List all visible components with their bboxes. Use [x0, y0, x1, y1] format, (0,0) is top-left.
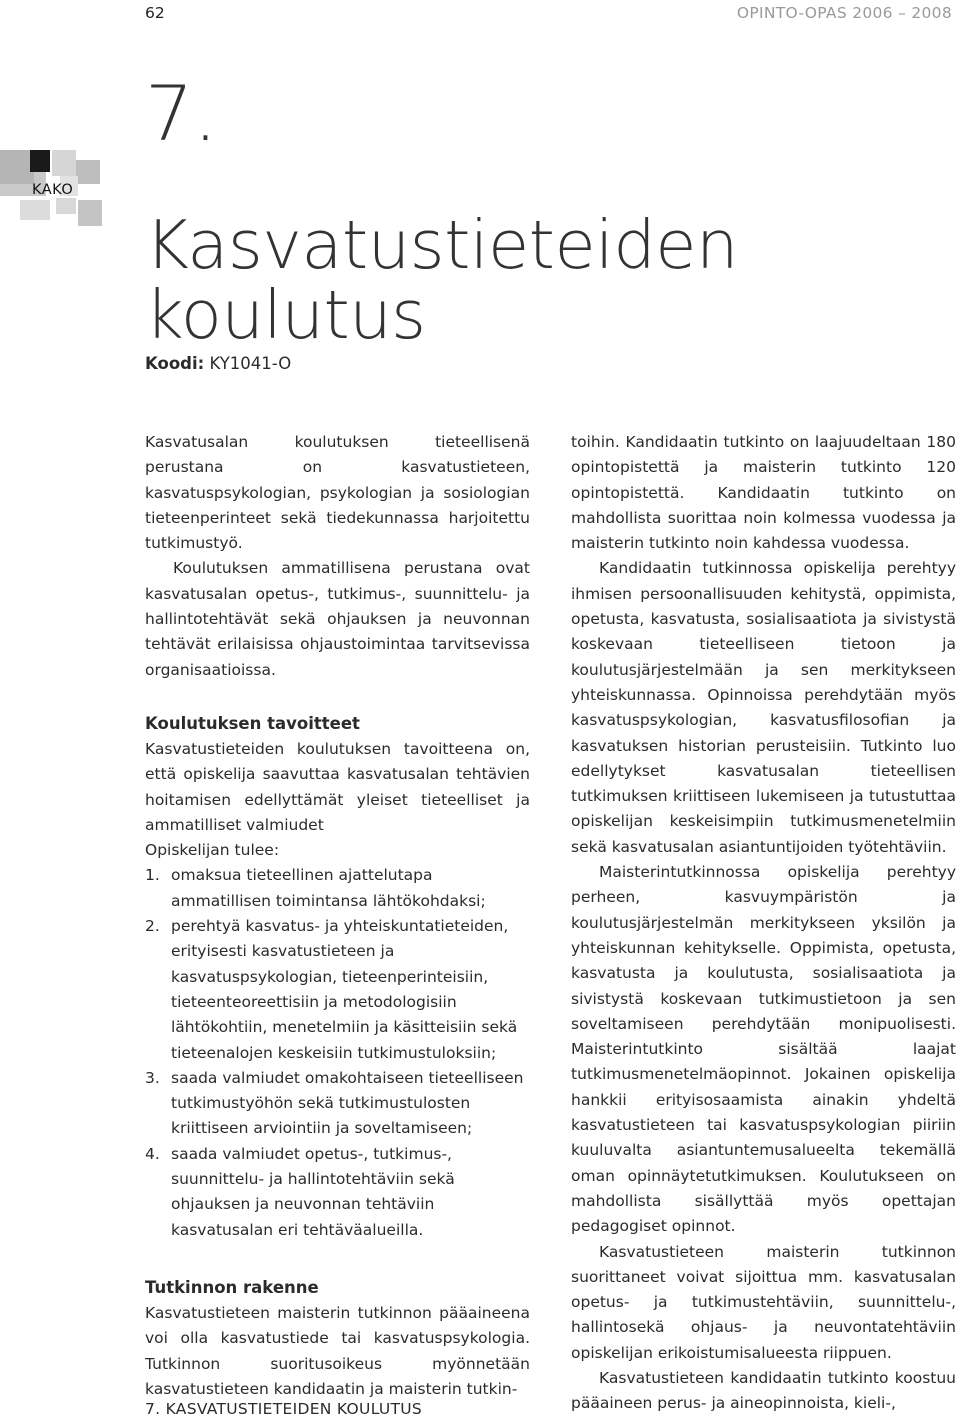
career-paragraph: Kasvatustieteen maisterin tutkinnon suorittaneet voivat sijoittua mm. kasvatusalan opetus- ja tutkimustehtäviin, suunnittelu-, hallintosekä ohjaus- ja neuvontatehtäviin opiskelijan erikoistumisalueesta riippuen.	[571, 1242, 956, 1362]
list-item-number: 2.	[145, 917, 160, 936]
student-label: Opiskelijan tulee:	[145, 841, 280, 860]
degree-scope-paragraph: toihin. Kandidaatin tutkinto on laajuudeltaan 180 opintopistettä ja maisterin tutkinto 120 opintopistettä. Kandidaatin tutkinto on mahdollista suorittaa noin kolmessa vuodessa ja maisterin tutkinto noin kahdessa vuodessa.	[571, 433, 956, 553]
list-item-text: saada valmiudet opetus-, tutkimus-, suunnittelu- ja hallintotehtäviin sekä ohjauksen ja neuvonnan tehtäviin kasvatusalan eri tehtäväalueilla.	[171, 1144, 455, 1239]
list-item-number: 4.	[145, 1144, 160, 1163]
master-content-paragraph: Maisterintutkinnossa opiskelija perehtyy perheen, kasvuympäristön ja koulutusjärjestelmän merkitykseen yksilön ja yhteiskunnan kehitykselle. Oppimista, opetusta, kasvatusta ja koulutusta, sosialisaatiota ja sivistystä koskevaan tutkimustietoon ja sen soveltamiseen perehdytään monipuolisesti. Maisterintutkinto sisältää laajat tutkimusmenetelmäopinnot. Jokainen opiskelija hankkii erityisosaamista ainakin yhdeltä kasvatustieteen tai kasvatuspsykologian piiriin kuuluvalta asiantuntemusalueelta tekemällä oman opinnäytetutkimuksen. Koulutukseen on mahdollista sisällyttää myös opettajan pedagogiset opinnot.	[571, 863, 956, 1236]
professional-basis-paragraph: Koulutuksen ammatillisena perustana ovat kasvatusalan opetus-, tutkimus-, suunnittelu- ja hallintotehtävät sekä ohjauksen ja neuvonnan tehtävät erilaisissa ohjaustoimintaa tarvitsevissa organisaatioissa.	[145, 559, 530, 679]
right-column	[571, 430, 956, 1417]
goals-heading: Koulutuksen tavoitteet	[145, 713, 360, 733]
list-item-number: 3.	[145, 1068, 160, 1087]
program-code	[145, 354, 291, 374]
chapter-title-line-2: koulutus	[145, 276, 426, 354]
chapter-title-line-1: Kasvatustieteiden	[145, 206, 738, 284]
program-code-value: KY1041-O	[209, 354, 292, 373]
page-footer: 7. KASVATUSTIETEIDEN KOULUTUS	[145, 1400, 423, 1418]
goals-intro-paragraph: Kasvatustieteiden koulutuksen tavoitteena on, että opiskelija saavuttaa kasvatusalan tehtävien hoitamisen edellyttämät yleiset tieteelliset ja ammatilliset valmiudet	[145, 739, 530, 834]
department-badge: KAKO	[32, 182, 74, 198]
program-code-label: Koodi:	[145, 354, 205, 373]
list-item-text: omaksua tieteellinen ajattelutapa ammatillisen toimintansa lähtökohdaksi;	[171, 866, 486, 910]
structure-paragraph: Kasvatustieteen maisterin tutkinnon pääaineena voi olla kasvatustiede tai kasvatuspsykologia. Tutkinnon suoritusoikeus myönnetään kasvatustieteen kandidaatin ja maisterin tutkin-	[145, 1303, 530, 1398]
list-item-text: perehtyä kasvatus- ja yhteiskuntatieteiden, erityisesti kasvatustieteen ja kasvatuspsykologian, tieteenperinteisiin, tieteenteoreettisiin ja metodologisiin lähtökohtiin, menetelmiin ja käsitteisiin sekä tieteenalojen keskeisiin tutkimustuloksiin;	[171, 917, 518, 1062]
list-item	[145, 863, 530, 914]
running-title: OPINTO-OPAS 2006 – 2008	[736, 4, 952, 22]
bachelor-content-paragraph: Kandidaatin tutkinnossa opiskelija perehtyy ihmisen persoonallisuuden kehitystä, oppimista, opetusta, kasvatusta, sosialisaatiota ja sivistystä koskevaan tieteelliseen tietoon ja koulutusjärjestelmään ja sen merkitykseen yhteiskunnassa. Opinnoissa perehdytään myös kasvatuspsykologian, kasvatusfilosofian ja kasvatuksen historian perusteisiin. Tutkinto luo edellytykset kasvatusalan tieteellisen tutkimuksen kriittiseen lukemiseen ja tutustuttaa opiskelijan keskeisimpiin tutkimusmenetelmiin sekä kasvatusalan asiantuntijoiden työtehtäviin.	[571, 559, 956, 856]
chapter-title	[145, 206, 738, 354]
goals-list	[145, 863, 530, 1242]
structure-heading: Tutkinnon rakenne	[145, 1277, 319, 1297]
intro-paragraph: Kasvatusalan koulutuksen tieteellisenä perustana on kasvatustieteen, kasvatuspsykologian, psykologian ja sosiologian tieteenperinteet sekä tiedekunnassa harjoitettu tutkimustyö.	[145, 433, 530, 553]
left-column	[145, 430, 530, 1402]
list-item	[145, 1142, 530, 1243]
list-item-number: 1.	[145, 866, 160, 885]
bachelor-structure-paragraph: Kasvatustieteen kandidaatin tutkinto koostuu pääaineen perus- ja aineopinnoista, kieli-,	[571, 1368, 956, 1413]
page-number: 62	[145, 4, 165, 22]
chapter-number: 7.	[145, 69, 218, 158]
list-item-text: saada valmiudet omakohtaiseen tieteelliseen tutkimustyöhön sekä tutkimustulosten kriittiseen arviointiin ja soveltamiseen;	[171, 1068, 524, 1138]
list-item	[145, 914, 530, 1066]
list-item	[145, 1066, 530, 1142]
